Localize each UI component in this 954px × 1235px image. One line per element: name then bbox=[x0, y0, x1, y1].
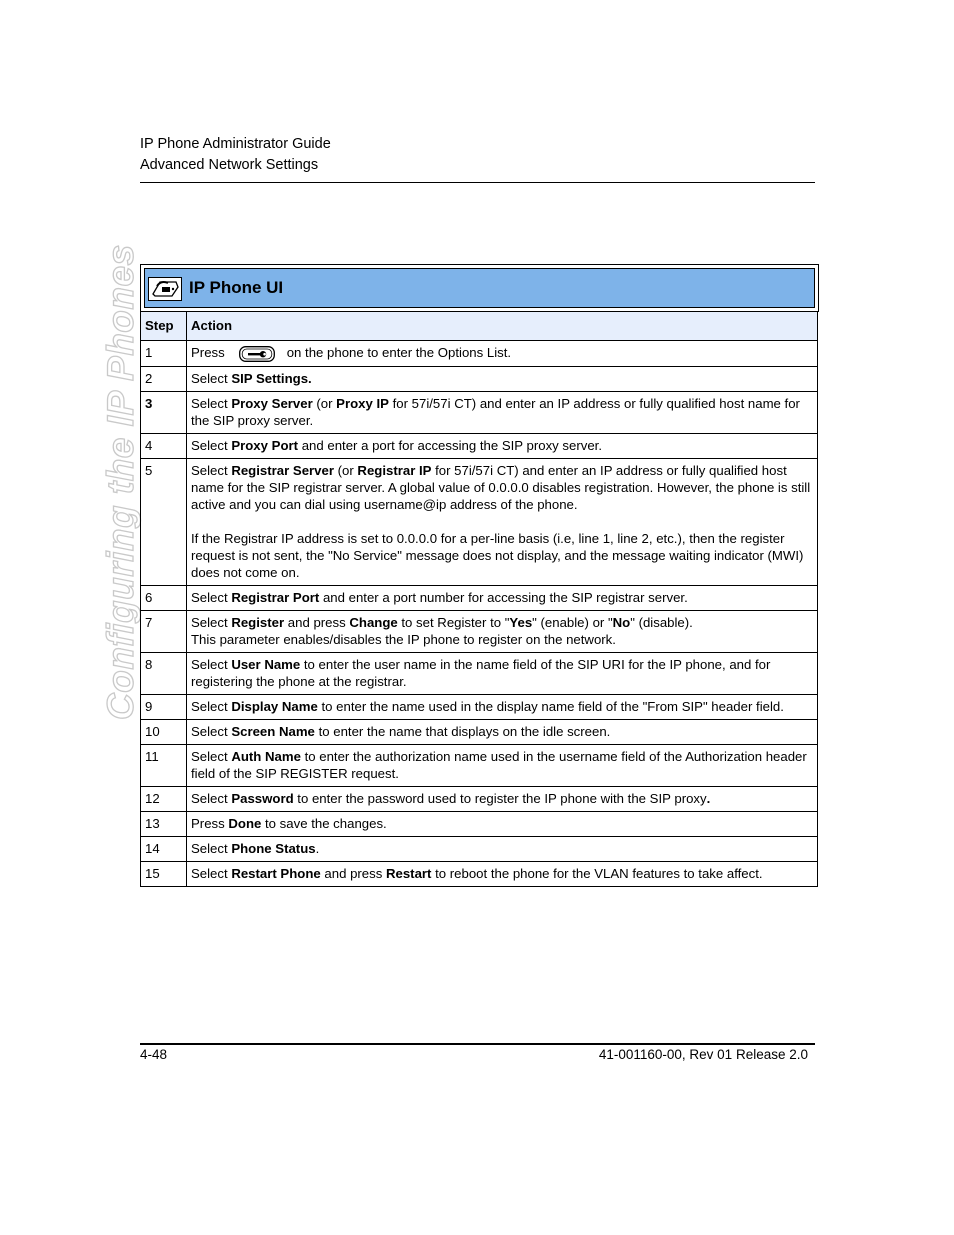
action-text: Select bbox=[191, 589, 232, 605]
action-text: " (enable) or " bbox=[532, 614, 613, 630]
step-number: 10 bbox=[141, 719, 187, 744]
action-text: to set Register to " bbox=[397, 614, 510, 630]
table-row bbox=[141, 836, 818, 861]
ui-term: Screen Name bbox=[231, 723, 315, 739]
side-chapter-title: Configuring the IP Phones bbox=[100, 244, 141, 720]
action-text: This parameter enables/disables the IP phone to register on the network. bbox=[191, 631, 616, 647]
ui-term: Registrar Server bbox=[231, 462, 334, 478]
step-number: 5 bbox=[141, 458, 187, 585]
step-number: 2 bbox=[141, 366, 187, 391]
ui-term: Restart Phone bbox=[231, 865, 321, 881]
step-action bbox=[187, 836, 818, 861]
action-text: Select bbox=[191, 437, 232, 453]
ui-term: Restart bbox=[385, 865, 432, 881]
action-text: Select bbox=[191, 748, 232, 764]
action-text: . bbox=[315, 840, 320, 856]
action-text: and enter a port for accessing the SIP proxy server. bbox=[298, 437, 602, 453]
step-number: 4 bbox=[141, 433, 187, 458]
action-text: on the phone to enter the Options List. bbox=[286, 345, 512, 360]
ui-term: Registrar Port bbox=[231, 589, 320, 605]
action-text: to enter the name that displays on the idle screen. bbox=[314, 723, 611, 739]
table-row bbox=[141, 786, 818, 811]
table-row bbox=[141, 811, 818, 836]
action-text: Select bbox=[191, 614, 232, 630]
step-number: 12 bbox=[141, 786, 187, 811]
step-action bbox=[187, 585, 818, 610]
table-header-row bbox=[141, 312, 818, 341]
banner-title: IP Phone UI bbox=[189, 278, 284, 297]
action-text: to enter the name used in the display name field of the "From SIP" header field. bbox=[317, 698, 784, 714]
step-number: 11 bbox=[141, 744, 187, 786]
ui-term: Proxy Server bbox=[231, 395, 313, 411]
options-key-icon bbox=[239, 346, 275, 362]
step-action bbox=[187, 610, 818, 652]
ui-term: Proxy Port bbox=[231, 437, 299, 453]
table-row bbox=[141, 585, 818, 610]
action-text: to save the changes. bbox=[261, 815, 387, 831]
procedure-banner bbox=[144, 268, 815, 308]
action-text: for 57i/57i CT) and enter an IP address or fully qualified host name for the SIP proxy server. bbox=[191, 395, 800, 428]
table-row bbox=[141, 719, 818, 744]
action-text: Select bbox=[191, 723, 232, 739]
action-text: Press bbox=[191, 815, 229, 831]
action-text: Select bbox=[191, 840, 232, 856]
step-action bbox=[187, 391, 818, 433]
action-text: Select bbox=[191, 865, 232, 881]
header-section-title: Advanced Network Settings bbox=[140, 157, 319, 173]
step-action bbox=[187, 719, 818, 744]
ui-term: Phone Status bbox=[231, 840, 316, 856]
steps-table bbox=[140, 311, 818, 887]
step-number: 15 bbox=[141, 861, 187, 886]
action-text: to enter the user name in the name field of the SIP URI for the IP phone, and for registering the phone at the registrar. bbox=[191, 656, 771, 689]
table-row bbox=[141, 341, 818, 367]
header-guide-title: IP Phone Administrator Guide bbox=[140, 136, 331, 152]
step-number: 14 bbox=[141, 836, 187, 861]
step-action bbox=[187, 786, 818, 811]
step-number: 3 bbox=[141, 391, 187, 433]
table-row bbox=[141, 861, 818, 886]
header-rule bbox=[140, 182, 815, 183]
step-number: 13 bbox=[141, 811, 187, 836]
action-text: and press bbox=[284, 614, 350, 630]
action-note: If the Registrar IP address is set to 0.0.0.0 for a per-line basis (i.e, line 1, line 2, etc.), then the register request is not sent, the "No Service" message does not display, and the message waiting indicator (MWI) does not come on. bbox=[191, 530, 804, 580]
ui-term: Yes bbox=[509, 614, 533, 630]
step-action bbox=[187, 433, 818, 458]
step-number: 9 bbox=[141, 694, 187, 719]
step-number: 7 bbox=[141, 610, 187, 652]
step-action bbox=[187, 694, 818, 719]
col-header-step: Step bbox=[141, 312, 187, 341]
step-number: 8 bbox=[141, 652, 187, 694]
action-text: and enter a port number for accessing the SIP registrar server. bbox=[319, 589, 688, 605]
procedure-box bbox=[140, 264, 819, 312]
action-text: (or bbox=[312, 395, 337, 411]
ui-term: Auth Name bbox=[231, 748, 301, 764]
step-action bbox=[187, 744, 818, 786]
footer-rule bbox=[140, 1043, 815, 1045]
table-row bbox=[141, 694, 818, 719]
table-row bbox=[141, 433, 818, 458]
ui-term: Done bbox=[228, 815, 262, 831]
table-row bbox=[141, 610, 818, 652]
step-action bbox=[187, 652, 818, 694]
step-action bbox=[187, 811, 818, 836]
action-text: Select bbox=[191, 370, 232, 386]
action-text: Select bbox=[191, 462, 232, 478]
table-row bbox=[141, 458, 818, 585]
ui-term: SIP Settings. bbox=[231, 370, 312, 386]
doc-number: 41-001160-00, Rev 01 Release 2.0 bbox=[598, 1047, 808, 1062]
action-text: Select bbox=[191, 656, 232, 672]
table-row bbox=[141, 744, 818, 786]
step-action bbox=[187, 861, 818, 886]
ui-term: No bbox=[612, 614, 631, 630]
action-text: for 57i/57i CT) and enter an IP address or fully qualified host name for the SIP registrar server. A global value of 0.0.0.0 disables registration. However, the phone is still active and you can dial using username@ip address of the phone. bbox=[191, 462, 811, 512]
action-text: Press bbox=[191, 345, 225, 360]
ui-term: Proxy IP bbox=[336, 395, 389, 411]
step-number: 1 bbox=[141, 341, 187, 367]
action-text: to enter the authorization name used in the username field of the Authorization header field of the SIP REGISTER request. bbox=[191, 748, 807, 781]
col-header-action: Action bbox=[187, 312, 818, 341]
ui-term: Registrar IP bbox=[357, 462, 432, 478]
ui-term: Display Name bbox=[231, 698, 318, 714]
action-text: Select bbox=[191, 790, 232, 806]
step-action bbox=[187, 458, 818, 585]
action-text: Select bbox=[191, 395, 232, 411]
page-number: 4-48 bbox=[140, 1047, 168, 1062]
ui-term: User Name bbox=[231, 656, 301, 672]
table-row bbox=[141, 652, 818, 694]
phone-icon bbox=[148, 277, 182, 301]
ui-term: Change bbox=[349, 614, 398, 630]
step-number: 6 bbox=[141, 585, 187, 610]
action-text: to reboot the phone for the VLAN features to take affect. bbox=[431, 865, 763, 881]
ui-term: Password bbox=[231, 790, 294, 806]
table-row bbox=[141, 366, 818, 391]
step-action bbox=[187, 366, 818, 391]
action-text: Select bbox=[191, 698, 232, 714]
action-text: " (disable). bbox=[630, 614, 693, 630]
action-text: to enter the password used to register the IP phone with the SIP proxy bbox=[293, 790, 707, 806]
step-action bbox=[187, 341, 818, 367]
ui-term: . bbox=[706, 790, 711, 806]
table-row bbox=[141, 391, 818, 433]
ui-term: Register bbox=[231, 614, 285, 630]
action-text: and press bbox=[320, 865, 386, 881]
action-text: (or bbox=[333, 462, 358, 478]
